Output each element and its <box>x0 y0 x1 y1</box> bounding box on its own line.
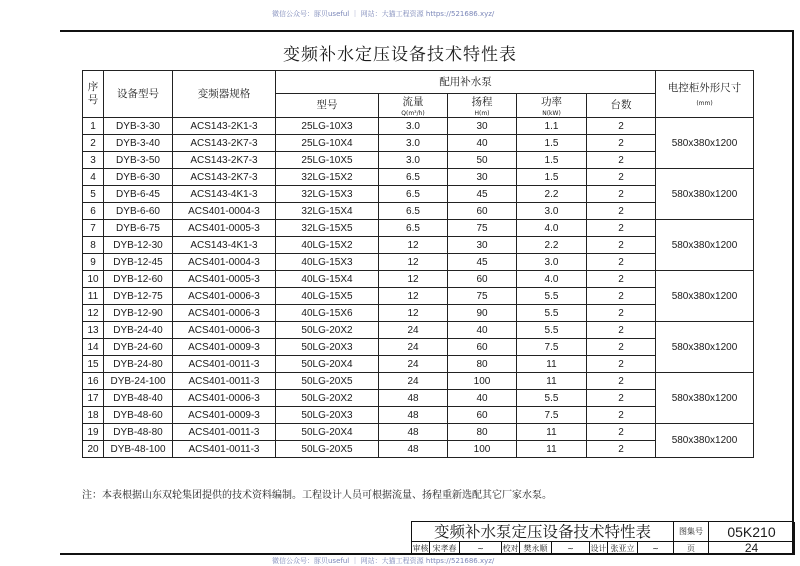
cell-power: 11 <box>517 424 587 441</box>
header-no: 序号 <box>83 71 104 118</box>
cell-inverter: ACS401-0006-3 <box>173 390 276 407</box>
header-cabinet: 电控柜外形尺寸 (mm) <box>656 71 754 118</box>
table-row <box>83 339 754 356</box>
checker-signature: ~ <box>552 542 590 555</box>
cell-pump-model: 25LG-10X5 <box>276 152 379 169</box>
cell-pump-model: 50LG-20X3 <box>276 407 379 424</box>
header-inverter: 变频器规格 <box>173 71 276 118</box>
cell-model: DYB-12-45 <box>104 254 173 271</box>
cell-head: 30 <box>448 237 517 254</box>
cell-head: 60 <box>448 271 517 288</box>
cell-pump-model: 50LG-20X4 <box>276 424 379 441</box>
cell-pump-model: 50LG-20X2 <box>276 322 379 339</box>
header-head: 扬程 H(m) <box>448 94 517 118</box>
table-row <box>83 305 754 322</box>
cell-power: 3.0 <box>517 254 587 271</box>
cell-power: 4.0 <box>517 271 587 288</box>
cell-pump-model: 50LG-20X5 <box>276 441 379 458</box>
table-row <box>83 424 754 441</box>
cell-head: 60 <box>448 407 517 424</box>
cell-model: DYB-6-30 <box>104 169 173 186</box>
cell-head: 100 <box>448 441 517 458</box>
cell-head: 45 <box>448 186 517 203</box>
cell-model: DYB-12-60 <box>104 271 173 288</box>
cell-cabinet-size: 580x380x1200 <box>656 424 754 458</box>
page-label: 页 <box>674 542 709 555</box>
spec-table <box>82 70 754 458</box>
cell-no: 2 <box>83 135 104 152</box>
cell-no: 11 <box>83 288 104 305</box>
cell-count: 2 <box>587 373 656 390</box>
cell-power: 1.1 <box>517 118 587 135</box>
cell-model: DYB-3-50 <box>104 152 173 169</box>
cell-flow: 12 <box>379 288 448 305</box>
cell-head: 50 <box>448 152 517 169</box>
cell-head: 40 <box>448 322 517 339</box>
cell-flow: 12 <box>379 237 448 254</box>
cell-flow: 48 <box>379 390 448 407</box>
table-row <box>83 237 754 254</box>
cell-count: 2 <box>587 152 656 169</box>
cell-no: 12 <box>83 305 104 322</box>
designer-signature: ~ <box>638 542 674 555</box>
cell-power: 11 <box>517 356 587 373</box>
checker-name: 樊永顺 <box>520 542 552 555</box>
cell-flow: 6.5 <box>379 203 448 220</box>
cell-pump-model: 25LG-10X4 <box>276 135 379 152</box>
cell-inverter: ACS401-0009-3 <box>173 339 276 356</box>
cell-pump-model: 32LG-15X3 <box>276 186 379 203</box>
cell-power: 1.5 <box>517 169 587 186</box>
cell-model: DYB-24-40 <box>104 322 173 339</box>
cell-no: 5 <box>83 186 104 203</box>
watermark-bottom: 微信公众号：豚贝useful ｜ 网站：大猫工程资源 https://521686.xyz/ <box>272 557 495 565</box>
cell-power: 5.5 <box>517 288 587 305</box>
cell-model: DYB-12-75 <box>104 288 173 305</box>
cell-head: 45 <box>448 254 517 271</box>
cell-count: 2 <box>587 237 656 254</box>
header-flow: 流量 Q(m³/h) <box>379 94 448 118</box>
cell-count: 2 <box>587 424 656 441</box>
cell-inverter: ACS401-0011-3 <box>173 356 276 373</box>
cell-flow: 6.5 <box>379 186 448 203</box>
cell-head: 90 <box>448 305 517 322</box>
cell-model: DYB-48-80 <box>104 424 173 441</box>
cell-inverter: ACS401-0005-3 <box>173 220 276 237</box>
cell-model: DYB-6-45 <box>104 186 173 203</box>
cell-power: 7.5 <box>517 407 587 424</box>
cell-count: 2 <box>587 288 656 305</box>
table-row <box>83 373 754 390</box>
cell-no: 8 <box>83 237 104 254</box>
table-row <box>83 186 754 203</box>
table-row <box>83 152 754 169</box>
table-row <box>83 390 754 407</box>
reviewer-signature: ~ <box>460 542 502 555</box>
cell-head: 100 <box>448 373 517 390</box>
header-pump-group: 配用补水泵 <box>276 71 656 94</box>
table-row <box>83 322 754 339</box>
cell-model: DYB-48-40 <box>104 390 173 407</box>
cell-head: 60 <box>448 339 517 356</box>
cell-pump-model: 40LG-15X4 <box>276 271 379 288</box>
cell-model: DYB-24-60 <box>104 339 173 356</box>
header-power: 功率 N(kW) <box>517 94 587 118</box>
cell-cabinet-size: 580x380x1200 <box>656 118 754 169</box>
cell-inverter: ACS143-4K1-3 <box>173 237 276 254</box>
cell-count: 2 <box>587 169 656 186</box>
cell-pump-model: 40LG-15X2 <box>276 237 379 254</box>
cell-inverter: ACS401-0009-3 <box>173 407 276 424</box>
cell-count: 2 <box>587 305 656 322</box>
cell-inverter: ACS143-2K7-3 <box>173 135 276 152</box>
cell-flow: 3.0 <box>379 135 448 152</box>
page-number: 24 <box>709 542 795 555</box>
header-model: 设备型号 <box>104 71 173 118</box>
cell-model: DYB-3-30 <box>104 118 173 135</box>
table-row <box>83 135 754 152</box>
atlas-number: 05K210 <box>709 522 795 542</box>
cell-inverter: ACS143-2K7-3 <box>173 169 276 186</box>
cell-flow: 12 <box>379 305 448 322</box>
cell-count: 2 <box>587 339 656 356</box>
cell-model: DYB-12-30 <box>104 237 173 254</box>
cell-flow: 12 <box>379 271 448 288</box>
cell-power: 5.5 <box>517 390 587 407</box>
cell-no: 15 <box>83 356 104 373</box>
cell-model: DYB-48-60 <box>104 407 173 424</box>
cell-inverter: ACS401-0011-3 <box>173 441 276 458</box>
table-row <box>83 441 754 458</box>
watermark-top: 微信公众号：豚贝useful ｜ 网站：大猫工程资源 https://521686.xyz/ <box>272 10 495 18</box>
cell-inverter: ACS401-0004-3 <box>173 254 276 271</box>
cell-no: 4 <box>83 169 104 186</box>
cell-no: 9 <box>83 254 104 271</box>
cell-head: 80 <box>448 424 517 441</box>
cell-flow: 6.5 <box>379 220 448 237</box>
cell-head: 80 <box>448 356 517 373</box>
cell-flow: 48 <box>379 407 448 424</box>
cell-no: 13 <box>83 322 104 339</box>
cell-model: DYB-24-100 <box>104 373 173 390</box>
cell-pump-model: 40LG-15X5 <box>276 288 379 305</box>
cell-flow: 3.0 <box>379 152 448 169</box>
cell-pump-model: 50LG-20X3 <box>276 339 379 356</box>
cell-head: 60 <box>448 203 517 220</box>
designer-name: 张亚立 <box>608 542 638 555</box>
design-label: 设计 <box>590 544 607 553</box>
cell-inverter: ACS143-2K1-3 <box>173 118 276 135</box>
table-row <box>83 356 754 373</box>
cell-inverter: ACS143-2K7-3 <box>173 152 276 169</box>
cell-count: 2 <box>587 356 656 373</box>
cell-flow: 6.5 <box>379 169 448 186</box>
cell-count: 2 <box>587 203 656 220</box>
reviewer-name: 宋孝春 <box>430 542 460 555</box>
cell-no: 3 <box>83 152 104 169</box>
cell-count: 2 <box>587 441 656 458</box>
cell-count: 2 <box>587 118 656 135</box>
cell-flow: 48 <box>379 441 448 458</box>
title-block-title: 变频补水泵定压设备技术特性表 <box>412 522 674 542</box>
cell-count: 2 <box>587 186 656 203</box>
page-title: 变频补水定压设备技术特性表 <box>283 45 517 65</box>
cell-pump-model: 50LG-20X5 <box>276 373 379 390</box>
table-row <box>83 407 754 424</box>
cell-flow: 24 <box>379 322 448 339</box>
cell-power: 7.5 <box>517 339 587 356</box>
cell-count: 2 <box>587 254 656 271</box>
cell-cabinet-size: 580x380x1200 <box>656 169 754 220</box>
cell-power: 4.0 <box>517 220 587 237</box>
cell-power: 3.0 <box>517 203 587 220</box>
cell-cabinet-size: 580x380x1200 <box>656 322 754 373</box>
cell-power: 5.5 <box>517 322 587 339</box>
cell-head: 40 <box>448 390 517 407</box>
cell-inverter: ACS401-0011-3 <box>173 373 276 390</box>
cell-head: 30 <box>448 169 517 186</box>
cell-count: 2 <box>587 271 656 288</box>
cell-pump-model: 32LG-15X4 <box>276 203 379 220</box>
cell-no: 17 <box>83 390 104 407</box>
cell-model: DYB-6-60 <box>104 203 173 220</box>
cell-flow: 24 <box>379 356 448 373</box>
cell-cabinet-size: 580x380x1200 <box>656 220 754 271</box>
check-label: 校对 <box>502 544 519 553</box>
cell-power: 5.5 <box>517 305 587 322</box>
cell-model: DYB-48-100 <box>104 441 173 458</box>
cell-head: 75 <box>448 220 517 237</box>
cell-count: 2 <box>587 322 656 339</box>
cell-head: 75 <box>448 288 517 305</box>
header-count: 台数 <box>587 94 656 118</box>
cell-inverter: ACS401-0004-3 <box>173 203 276 220</box>
table-row <box>83 254 754 271</box>
cell-pump-model: 40LG-15X3 <box>276 254 379 271</box>
cell-power: 1.5 <box>517 135 587 152</box>
cell-head: 30 <box>448 118 517 135</box>
table-row <box>83 220 754 237</box>
cell-inverter: ACS401-0006-3 <box>173 305 276 322</box>
cell-pump-model: 32LG-15X5 <box>276 220 379 237</box>
cell-no: 19 <box>83 424 104 441</box>
cell-count: 2 <box>587 390 656 407</box>
cell-power: 11 <box>517 373 587 390</box>
cell-count: 2 <box>587 407 656 424</box>
cell-model: DYB-24-80 <box>104 356 173 373</box>
cell-inverter: ACS401-0006-3 <box>173 322 276 339</box>
cell-inverter: ACS401-0011-3 <box>173 424 276 441</box>
cell-pump-model: 40LG-15X6 <box>276 305 379 322</box>
cell-inverter: ACS401-0005-3 <box>173 271 276 288</box>
cell-power: 11 <box>517 441 587 458</box>
header-pump-model: 型号 <box>276 94 379 118</box>
cell-flow: 24 <box>379 339 448 356</box>
cell-no: 10 <box>83 271 104 288</box>
cell-flow: 48 <box>379 424 448 441</box>
cell-inverter: ACS143-4K1-3 <box>173 186 276 203</box>
cell-pump-model: 50LG-20X2 <box>276 390 379 407</box>
cell-inverter: ACS401-0006-3 <box>173 288 276 305</box>
title-block <box>411 521 794 555</box>
table-row <box>83 203 754 220</box>
cell-pump-model: 25LG-10X3 <box>276 118 379 135</box>
cell-flow: 24 <box>379 373 448 390</box>
cell-no: 18 <box>83 407 104 424</box>
atlas-label: 图集号 <box>674 522 709 542</box>
cell-no: 14 <box>83 339 104 356</box>
cell-no: 1 <box>83 118 104 135</box>
table-row <box>83 169 754 186</box>
table-row <box>83 271 754 288</box>
cell-model: DYB-3-40 <box>104 135 173 152</box>
cell-cabinet-size: 580x380x1200 <box>656 271 754 322</box>
cell-power: 2.2 <box>517 186 587 203</box>
cell-no: 6 <box>83 203 104 220</box>
review-label: 审核 <box>412 544 429 553</box>
cell-flow: 3.0 <box>379 118 448 135</box>
cell-no: 7 <box>83 220 104 237</box>
cell-power: 2.2 <box>517 237 587 254</box>
cell-power: 1.5 <box>517 152 587 169</box>
table-row <box>83 288 754 305</box>
cell-pump-model: 32LG-15X2 <box>276 169 379 186</box>
cell-no: 16 <box>83 373 104 390</box>
cell-cabinet-size: 580x380x1200 <box>656 373 754 424</box>
footnote: 注：本表根据山东双轮集团提供的技术资料编制。工程设计人员可根据流量、扬程重新选配其它厂家水泵。 <box>82 490 552 501</box>
cell-head: 40 <box>448 135 517 152</box>
cell-count: 2 <box>587 135 656 152</box>
cell-count: 2 <box>587 220 656 237</box>
table-row <box>83 118 754 135</box>
cell-no: 20 <box>83 441 104 458</box>
cell-model: DYB-6-75 <box>104 220 173 237</box>
cell-flow: 12 <box>379 254 448 271</box>
cell-model: DYB-12-90 <box>104 305 173 322</box>
cell-pump-model: 50LG-20X4 <box>276 356 379 373</box>
